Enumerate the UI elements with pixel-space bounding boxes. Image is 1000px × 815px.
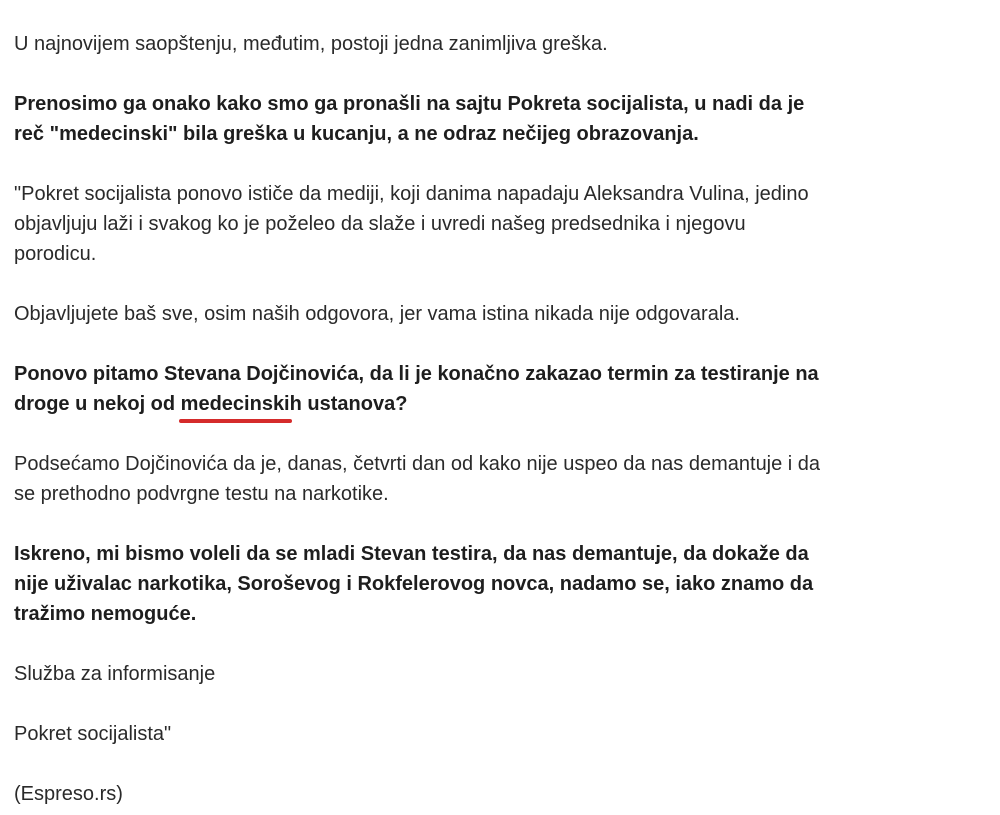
paragraph-bold-question-line2-before: droge u nekoj od xyxy=(14,393,181,415)
paragraph-bold-note xyxy=(14,89,954,149)
paragraph-sluzba-text: Služba za informisanje xyxy=(14,663,216,685)
paragraph-signature xyxy=(14,719,954,749)
paragraph-quote-start xyxy=(14,179,954,269)
paragraph-source-text: (Espreso.rs) xyxy=(14,783,123,805)
paragraph-bold-iskreno xyxy=(14,539,954,629)
paragraph-bold-note-line2: reč "medecinski" bila greška u kucanju, a ne odraz nečijeg obrazovanja. xyxy=(14,123,699,145)
paragraph-bold-question-line1: Ponovo pitamo Stevana Dojčinovića, da li je konačno zakazao termin za testiranje na xyxy=(14,363,819,385)
paragraph-bold-note-line1: Prenosimo ga onako kako smo ga pronašli na sajtu Pokreta socijalista, u nadi da je xyxy=(14,93,805,115)
paragraph-bold-question xyxy=(14,359,954,419)
paragraph-quote-start-line2: objavljuju laži i svakog ko je poželeo da slaže i uvredi našeg predsednika i njegovu xyxy=(14,213,746,235)
paragraph-bold-iskreno-line2: nije uživalac narkotika, Soroševog i Rokfelerovog novca, nadamo se, iako znamo da xyxy=(14,573,814,595)
paragraph-bold-iskreno-line3: tražimo nemoguće. xyxy=(14,603,197,625)
paragraph-source xyxy=(14,779,954,809)
paragraph-podsecamo-line1: Podsećamo Dojčinovića da je, danas, četvrti dan od kako nije uspeo da nas demantuje i da xyxy=(14,453,821,475)
paragraph-quote-start-line3: porodicu. xyxy=(14,243,97,265)
paragraph-intro xyxy=(14,29,954,59)
paragraph-signature-text: Pokret socijalista" xyxy=(14,723,172,745)
paragraph-quote-start-line1: "Pokret socijalista ponovo ističe da mediji, koji danima napadaju Aleksandra Vulina, jedino xyxy=(14,183,809,205)
paragraph-bold-question-line2-after: h ustanova? xyxy=(289,393,408,415)
paragraph-objavljujete xyxy=(14,299,954,329)
paragraph-objavljujete-text: Objavljujete baš sve, osim naših odgovora, jer vama istina nikada nije odgovarala. xyxy=(14,303,740,325)
paragraph-podsecamo-line2: se prethodno podvrgne testu na narkotike. xyxy=(14,483,389,505)
paragraph-bold-iskreno-line1: Iskreno, mi bismo voleli da se mladi Stevan testira, da nas demantuje, da dokaže da xyxy=(14,543,809,565)
paragraph-intro-text: U najnovijem saopštenju, međutim, postoji jedna zanimljiva greška. xyxy=(14,33,608,55)
highlighted-typo: medecinski xyxy=(181,389,290,419)
paragraph-podsecamo xyxy=(14,449,954,509)
paragraph-sluzba xyxy=(14,659,954,689)
